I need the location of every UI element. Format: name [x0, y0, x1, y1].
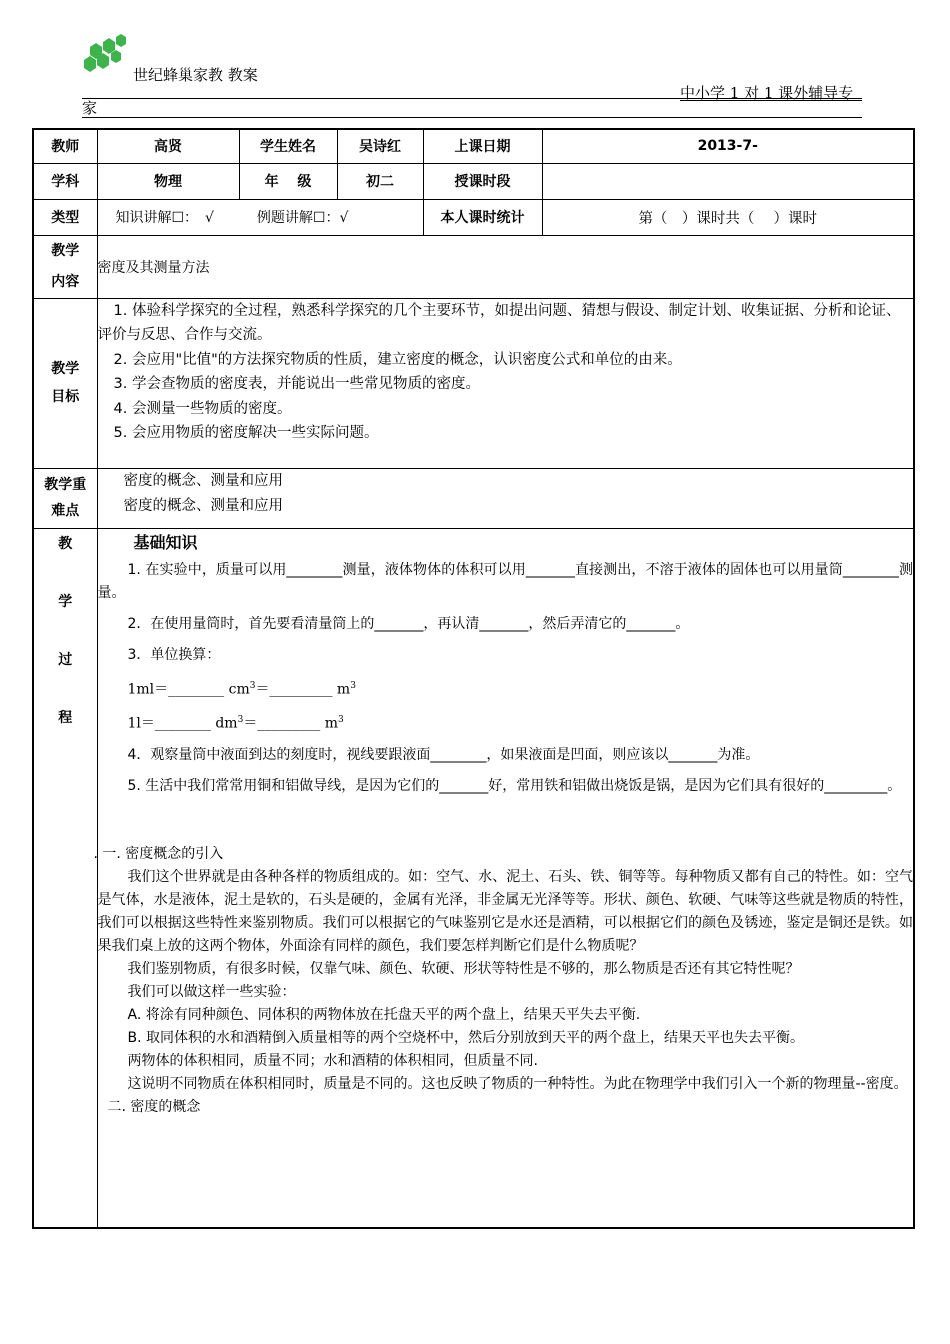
experiment-b: B. 取同体积的水和酒精倒入质量相等的两个空烧杯中，然后分别放到天平的两个盘上，结果天平也失去平衡。 [127, 1029, 805, 1046]
superscript-3: 3 [338, 715, 344, 726]
conversion-2-b: ＝_________ m [243, 715, 339, 732]
subject-value: 物理 [97, 163, 239, 199]
process-label-char: 教 [58, 535, 73, 552]
process-label-char: 程 [58, 709, 73, 726]
paragraph-3: 我们可以做这样一些实验： [127, 983, 296, 1000]
difficulty-label [33, 468, 97, 528]
difficulty-line: 密度的概念、测量和应用 [123, 497, 283, 514]
type-knowledge: 知识讲解☐： √ [115, 210, 214, 226]
hexagon-logo-icon [80, 34, 132, 76]
superscript-3: 3 [350, 680, 356, 691]
date-value: 2013-7- [542, 129, 914, 163]
conversion-2-a: 1l＝________ dm [127, 715, 238, 732]
paragraph-5: 这说明不同物质在体积相同时，质量是不同的。这也反映了物质的一种特性。为此在物理学中我们引入一个新的物理量--密度。 [127, 1075, 908, 1092]
conversion-2 [98, 709, 914, 736]
content-label [33, 235, 97, 298]
conversion-1-a: 1ml＝________ cm [127, 681, 250, 698]
objective-item: 3. 学会查物质的密度表，并能说出一些常见物质的密度。 [113, 376, 480, 392]
question-3: 3．单位换算： [127, 646, 221, 663]
lesson-plan-table [32, 128, 915, 1229]
process-label-char: 过 [58, 651, 73, 668]
header-tagline-continuation: 家 [82, 99, 98, 117]
objectives-label-line1: 教学 [51, 361, 80, 377]
objectives-row [33, 298, 914, 468]
difficulty-label-line2: 难点 [51, 503, 80, 519]
grade-label: 年 级 [239, 163, 337, 199]
objective-item: 1. 体验科学探究的全过程，熟悉科学探究的几个主要环节，如提出问题、猜想与假设、制定计划、收集证据、分析和论证、评价与反思、合作与交流。 [97, 302, 901, 343]
period-label: 授课时段 [423, 163, 542, 199]
teacher-value: 高贤 [97, 129, 239, 163]
difficulty-text [97, 468, 914, 528]
objective-item: 4. 会测量一些物质的密度。 [113, 400, 292, 417]
content-label-line1: 教学 [51, 242, 80, 259]
process-row [33, 528, 914, 1228]
basic-knowledge-heading: 基础知识 [133, 532, 198, 552]
header-tagline: 中小学 1 对 1 课外辅导专 [680, 84, 854, 102]
objectives-label [33, 298, 97, 468]
experiment-a: A. 将涂有同种颜色、同体积的两物体放在托盘天平的两个盘上，结果天平失去平衡. [127, 1006, 641, 1023]
process-label [33, 528, 97, 1228]
stats-label: 本人课时统计 [423, 199, 542, 235]
info-row-1 [33, 129, 914, 163]
brand-name: 世纪蜂巢家教 教案 [133, 66, 258, 84]
period-value [542, 163, 914, 199]
conversion-1 [98, 675, 914, 702]
difficulty-label-line1: 教学重 [44, 477, 87, 493]
subject-label: 学科 [33, 163, 97, 199]
header-tagline-underline [680, 100, 862, 101]
paragraph-4: 两物体的体积相同，质量不同；水和酒精的体积相同，但质量不同. [127, 1052, 538, 1069]
header-divider [82, 98, 862, 99]
conversion-1-b: ＝_________ m [255, 681, 351, 698]
paragraph-1: 我们这个世界就是由各种各样的物质组成的。如：空气、水、泥土、石头、铁、铜等等。每种物质又都有自己的特性。如：空气是气体，水是液体，泥土是软的，石头是硬的，金属有光泽，非金属无光泽等等。形状、颜色、软硬、气味等这些就是物质的特性，我们可以根据这些特性来鉴别物质。我们可以根据它的气味鉴别它是水还是酒精，可以根据它们的颜色及锈迹，鉴定是铜还是铁。如果我们桌上放的这两个物体，外面涂有同样的颜色，我们要怎样判断它们是什么物质呢？ [97, 868, 913, 954]
date-label: 上课日期 [423, 129, 542, 163]
header-divider-bottom [82, 117, 862, 118]
content-label-line2: 内容 [51, 273, 80, 290]
objective-item: 2. 会应用"比值"的方法探究物质的性质，建立密度的概念，认识密度公式和单位的由来。 [113, 351, 682, 368]
superscript-3: 3 [249, 680, 256, 691]
objective-item: 5. 会应用物质的密度解决一些实际问题。 [113, 425, 379, 441]
objectives-list [97, 298, 914, 468]
difficulty-row [33, 468, 914, 528]
teacher-label: 教师 [33, 129, 97, 163]
superscript-3: 3 [237, 715, 244, 726]
section-1-heading: . 一. 密度概念的引入 [93, 845, 224, 862]
type-example: 例题讲解☐：√ [256, 210, 349, 226]
question-5: 5. 生活中我们常常用铜和铝做导线，是因为它们的_______好，常用铁和铝做出烧饭是锅，是因为它们具有很好的_________。 [127, 777, 902, 794]
student-value: 吴诗红 [337, 129, 423, 163]
process-content [93, 528, 914, 1228]
question-4: 4．观察量筒中液面到达的刻度时，视线要跟液面________，如果液面是凹面，则应该以_______为准。 [127, 746, 760, 763]
type-label: 类型 [33, 199, 97, 235]
content-text: 密度及其测量方法 [97, 235, 914, 298]
student-label: 学生姓名 [239, 129, 337, 163]
info-row-2 [33, 163, 914, 199]
objectives-label-line2: 目标 [51, 389, 80, 405]
process-label-char: 学 [58, 593, 73, 610]
question-1: 1. 在实验中，质量可以用________测量，液体物体的体积可以用_______直接测出，不溶于液体的固体也可以用量筒________测量。 [97, 561, 913, 601]
type-values [97, 199, 423, 235]
content-row [33, 235, 914, 298]
question-2: 2．在使用量筒时，首先要看清量筒上的_______，再认清_______，然后弄清它的_______。 [127, 615, 690, 632]
grade-value: 初二 [337, 163, 423, 199]
difficulty-line: 密度的概念、测量和应用 [123, 472, 283, 489]
paragraph-2: 我们鉴别物质，有很多时候，仅靠气味、颜色、软硬、形状等特性是不够的，那么物质是否还有其它特性呢？ [127, 960, 800, 977]
section-2-heading: 二. 密度的概念 [107, 1098, 201, 1115]
stats-value: 第（ ）课时共（ ）课时 [542, 199, 914, 235]
info-row-3 [33, 199, 914, 235]
